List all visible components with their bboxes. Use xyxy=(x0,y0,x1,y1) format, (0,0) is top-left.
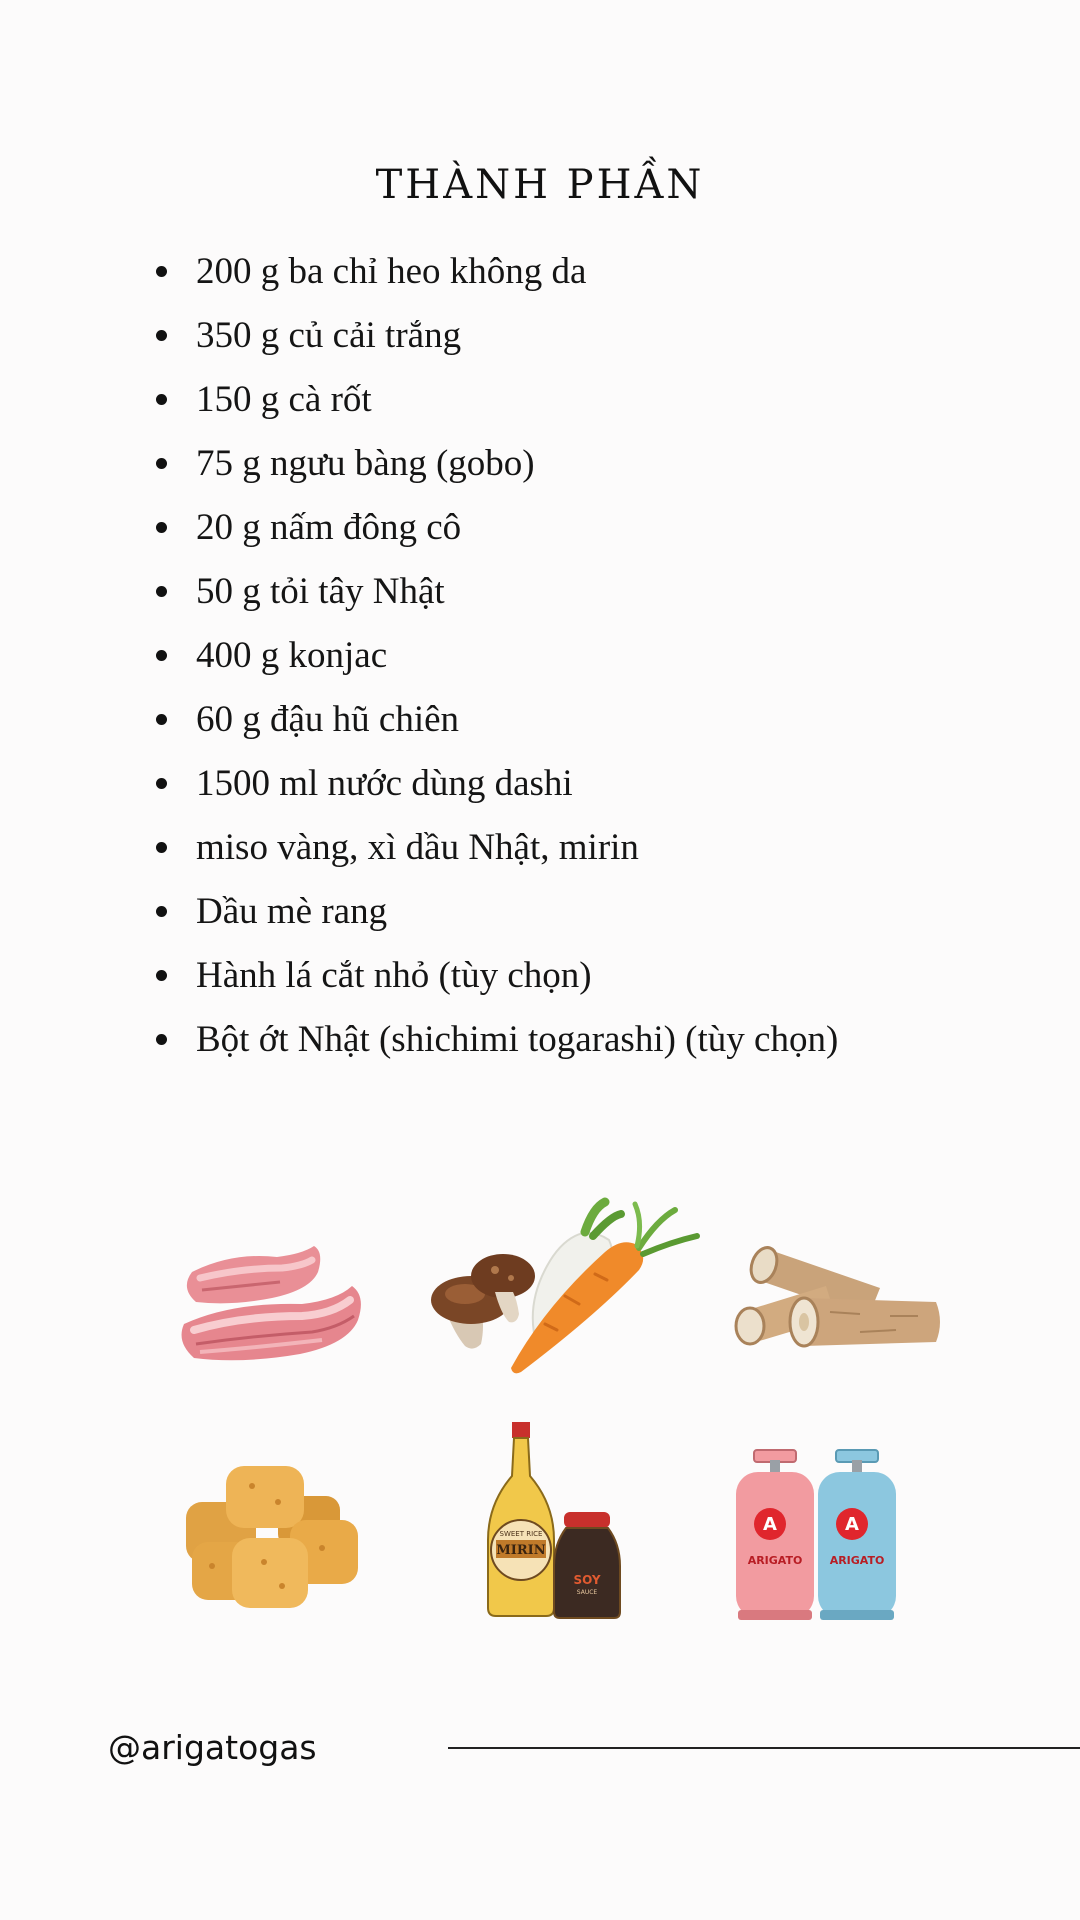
mirin-label: MIRIN xyxy=(496,1543,546,1558)
bullet-icon xyxy=(156,970,167,981)
fried-tofu-icon xyxy=(182,1462,372,1612)
burdock-root-icon xyxy=(730,1236,950,1376)
list-item xyxy=(148,252,838,316)
bullet-icon xyxy=(156,458,167,469)
list-item xyxy=(148,636,838,700)
list-item xyxy=(148,1020,838,1084)
list-item xyxy=(148,828,838,892)
list-item xyxy=(148,572,838,636)
mirin-bottle-icon xyxy=(488,1422,554,1616)
bullet-icon xyxy=(156,714,167,725)
list-item xyxy=(148,892,838,956)
ingredient-text: 350 g củ cải trắng xyxy=(196,315,462,356)
gas-cylinder-blue xyxy=(818,1450,896,1620)
social-handle: @arigatogas xyxy=(108,1728,317,1767)
list-item xyxy=(148,764,838,828)
brand-name-blue: ARIGATO xyxy=(829,1554,885,1567)
mirin-label-top: SWEET RICE xyxy=(499,1530,543,1538)
brand-letter-blue: A xyxy=(845,1514,859,1535)
bullet-icon xyxy=(156,650,167,661)
tofu-cubes xyxy=(186,1466,358,1608)
list-item xyxy=(148,700,838,764)
mirin-soy-sauce-icon xyxy=(478,1420,628,1620)
ingredient-text: Hành lá cắt nhỏ (tùy chọn) xyxy=(196,955,592,996)
list-item xyxy=(148,316,838,380)
bullet-icon xyxy=(156,586,167,597)
ingredient-text: 200 g ba chỉ heo không da xyxy=(196,251,587,292)
bullet-icon xyxy=(156,778,167,789)
ingredient-text: 400 g konjac xyxy=(196,635,388,676)
page-title: THÀNH PHẦN xyxy=(375,162,705,208)
list-item xyxy=(148,508,838,572)
ingredient-list xyxy=(148,252,838,1084)
brand-letter-pink: A xyxy=(763,1514,777,1535)
gas-cylinders-icon xyxy=(730,1446,900,1626)
bullet-icon xyxy=(156,394,167,405)
mushroom-radish-carrot-icon xyxy=(425,1196,705,1376)
soy-sauce-bottle-icon xyxy=(554,1512,620,1618)
bullet-icon xyxy=(156,842,167,853)
soy-label: SOY xyxy=(573,1573,601,1587)
bullet-icon xyxy=(156,522,167,533)
soy-label-sub: SAUCE xyxy=(576,1589,598,1596)
list-item xyxy=(148,956,838,1020)
gas-cylinder-pink xyxy=(736,1450,814,1620)
ingredient-text: 60 g đậu hũ chiên xyxy=(196,699,460,740)
burdock-front xyxy=(790,1298,940,1346)
bullet-icon xyxy=(156,1034,167,1045)
list-item xyxy=(148,444,838,508)
bullet-icon xyxy=(156,266,167,277)
ingredient-text: 50 g tỏi tây Nhật xyxy=(196,571,445,612)
ingredient-text: 75 g ngưu bàng (gobo) xyxy=(196,443,535,484)
footer-divider xyxy=(448,1747,1080,1749)
pork-slice-back xyxy=(187,1246,320,1303)
brand-name-pink: ARIGATO xyxy=(747,1554,803,1567)
mushroom-icon xyxy=(431,1254,535,1349)
ingredient-text: 1500 ml nước dùng dashi xyxy=(196,763,573,804)
bullet-icon xyxy=(156,330,167,341)
ingredient-text: Dầu mè rang xyxy=(196,891,388,932)
ingredient-text: miso vàng, xì dầu Nhật, mirin xyxy=(196,827,639,868)
ingredient-text: 150 g cà rốt xyxy=(196,379,372,420)
list-item xyxy=(148,380,838,444)
ingredient-text: 20 g nấm đông cô xyxy=(196,507,462,548)
pork-belly-icon xyxy=(172,1232,372,1372)
bullet-icon xyxy=(156,906,167,917)
ingredient-text: Bột ớt Nhật (shichimi togarashi) (tùy chọn) xyxy=(196,1019,839,1060)
